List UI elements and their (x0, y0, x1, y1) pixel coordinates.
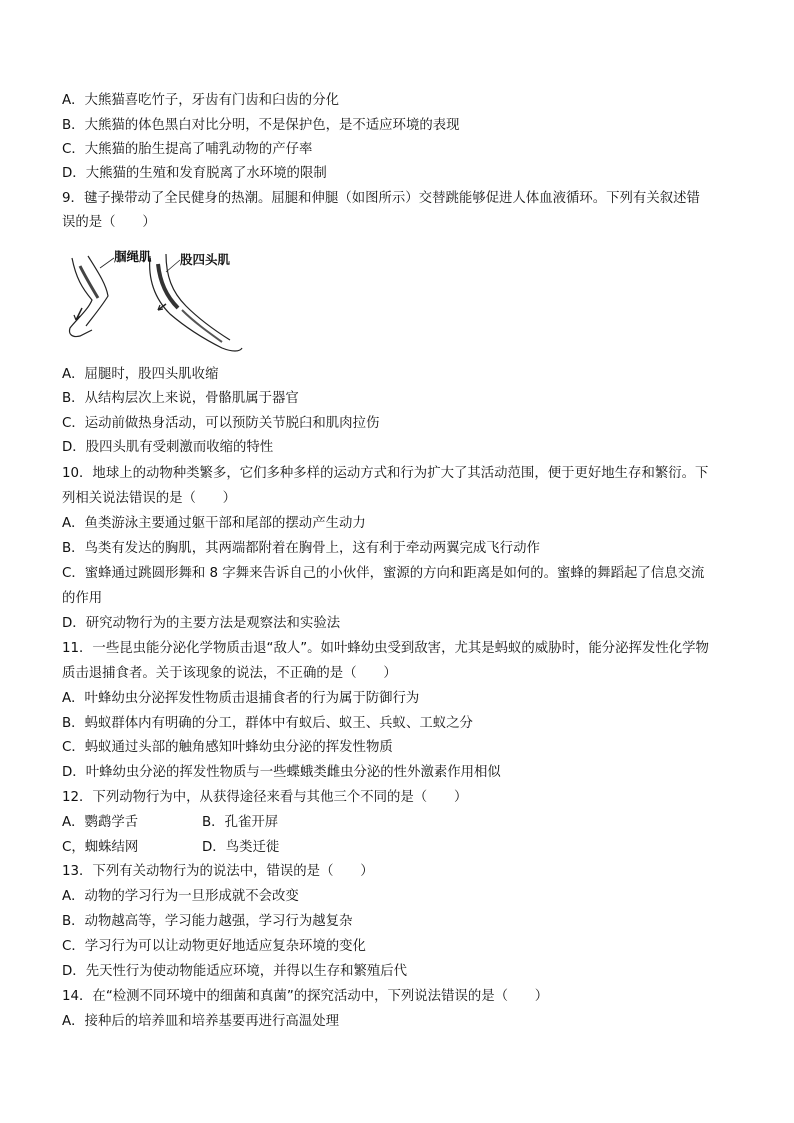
q10-option-c-line2: 的作用 (62, 591, 103, 606)
q14-option-a: A．接种后的培养皿和培养基要再进行高温处理 (62, 1014, 339, 1029)
q12-options-row2 (62, 838, 280, 858)
q12-option-b: B．孔雀开屏 (202, 815, 279, 830)
q12-stem: 12．下列动物行为中，从获得途径来看与其他三个不同的是（ ） (62, 790, 468, 805)
q13-option-b: B．动物越高等，学习能力越强，学习行为越复杂 (62, 914, 353, 929)
q13-stem: 13．下列有关动物行为的说法中，错误的是（ ） (62, 864, 374, 879)
q9-option-a: A．屈腿时，股四头肌收缩 (62, 367, 219, 382)
q13-option-a: A．动物的学习行为一旦形成就不会改变 (62, 889, 299, 904)
hamstring-label: 腘绳肌 (114, 249, 152, 264)
q9-option-d: D．股四头肌有受刺激而收缩的特性 (62, 440, 274, 455)
q9-stem-line2: 误的是（ ） (62, 215, 156, 230)
q11-stem-line2: 质击退捕食者。关于该现象的说法，不正确的是（ ） (62, 666, 397, 681)
q12-option-c: C，蜘蛛结网 (62, 840, 139, 855)
q11-stem-line1: 11．一些昆虫能分泌化学物质击退“敌人”。如叶蜂幼虫受到敌害，尤其是蚂蚁的威胁时，能分泌挥发性化学物 (62, 641, 709, 656)
q10-stem-line2: 列相关说法错误的是（ ） (62, 491, 237, 506)
q10-stem-line1: 10．地球上的动物种类繁多，它们多种多样的运动方式和行为扩大了其活动范围，便于更好地生存和繁衍。下 (62, 466, 709, 481)
q8-option-c: C．大熊猫的胎生提高了哺乳动物的产仔率 (62, 142, 313, 157)
q8-option-a: A．大熊猫喜吃竹子，牙齿有门齿和臼齿的分化 (62, 93, 339, 108)
q11-option-a: A．叶蜂幼虫分泌挥发性物质击退捕食者的行为属于防御行为 (62, 691, 420, 706)
q8-option-d: D．大熊猫的生殖和发育脱离了水环境的限制 (62, 166, 327, 181)
q12-option-d: D．鸟类迁徙 (202, 840, 280, 855)
q8-option-b: B．大熊猫的体色黑白对比分明，不是保护色，是不适应环境的表现 (62, 118, 460, 133)
q12-option-a: A．鹦鹉学舌 (62, 815, 139, 830)
q10-option-a: A．鱼类游泳主要通过躯干部和尾部的摆动产生动力 (62, 516, 366, 531)
q11-option-b: B．蚂蚁群体内有明确的分工，群体中有蚁后、蚁王、兵蚁、工蚁之分 (62, 716, 473, 731)
q11-option-c: C．蚂蚁通过头部的触角感知叶蜂幼虫分泌的挥发性物质 (62, 740, 393, 755)
q14-stem: 14．在“检测不同环境中的细菌和真菌”的探究活动中，下列说法错误的是（ ） (62, 989, 549, 1004)
q10-option-d: D．研究动物行为的主要方法是观察法和实验法 (62, 616, 341, 631)
q10-option-c-line1: C．蜜蜂通过跳圆形舞和 8 字舞来告诉自己的小伙伴，蜜源的方向和距离是如何的。蜜蜂的舞蹈起了信息交流 (62, 566, 705, 581)
quadriceps-label: 股四头肌 (180, 252, 231, 267)
q10-option-b: B．鸟类有发达的胸肌，其两端都附着在胸骨上，这有利于牵动两翼完成飞行动作 (62, 541, 540, 556)
q12-options-row1 (62, 813, 279, 833)
q13-option-c: C．学习行为可以让动物更好地适应复杂环境的变化 (62, 939, 366, 954)
q9-option-c: C．运动前做热身活动，可以预防关节脱臼和肌肉拉伤 (62, 416, 380, 431)
q13-option-d: D．先天性行为使动物能适应环境，并得以生存和繁殖后代 (62, 964, 408, 979)
leg-muscle-figure (62, 248, 252, 358)
q11-option-d: D．叶蜂幼虫分泌的挥发性物质与一些蝶蛾类雌虫分泌的性外激素作用相似 (62, 765, 501, 780)
q9-stem-line1: 9．毽子操带动了全民健身的热潮。屈腿和伸腿（如图所示）交替跳能够促进人体血液循环。下列有关叙述错 (62, 191, 700, 206)
q9-option-b: B．从结构层次上来说，骨骼肌属于器官 (62, 391, 299, 406)
